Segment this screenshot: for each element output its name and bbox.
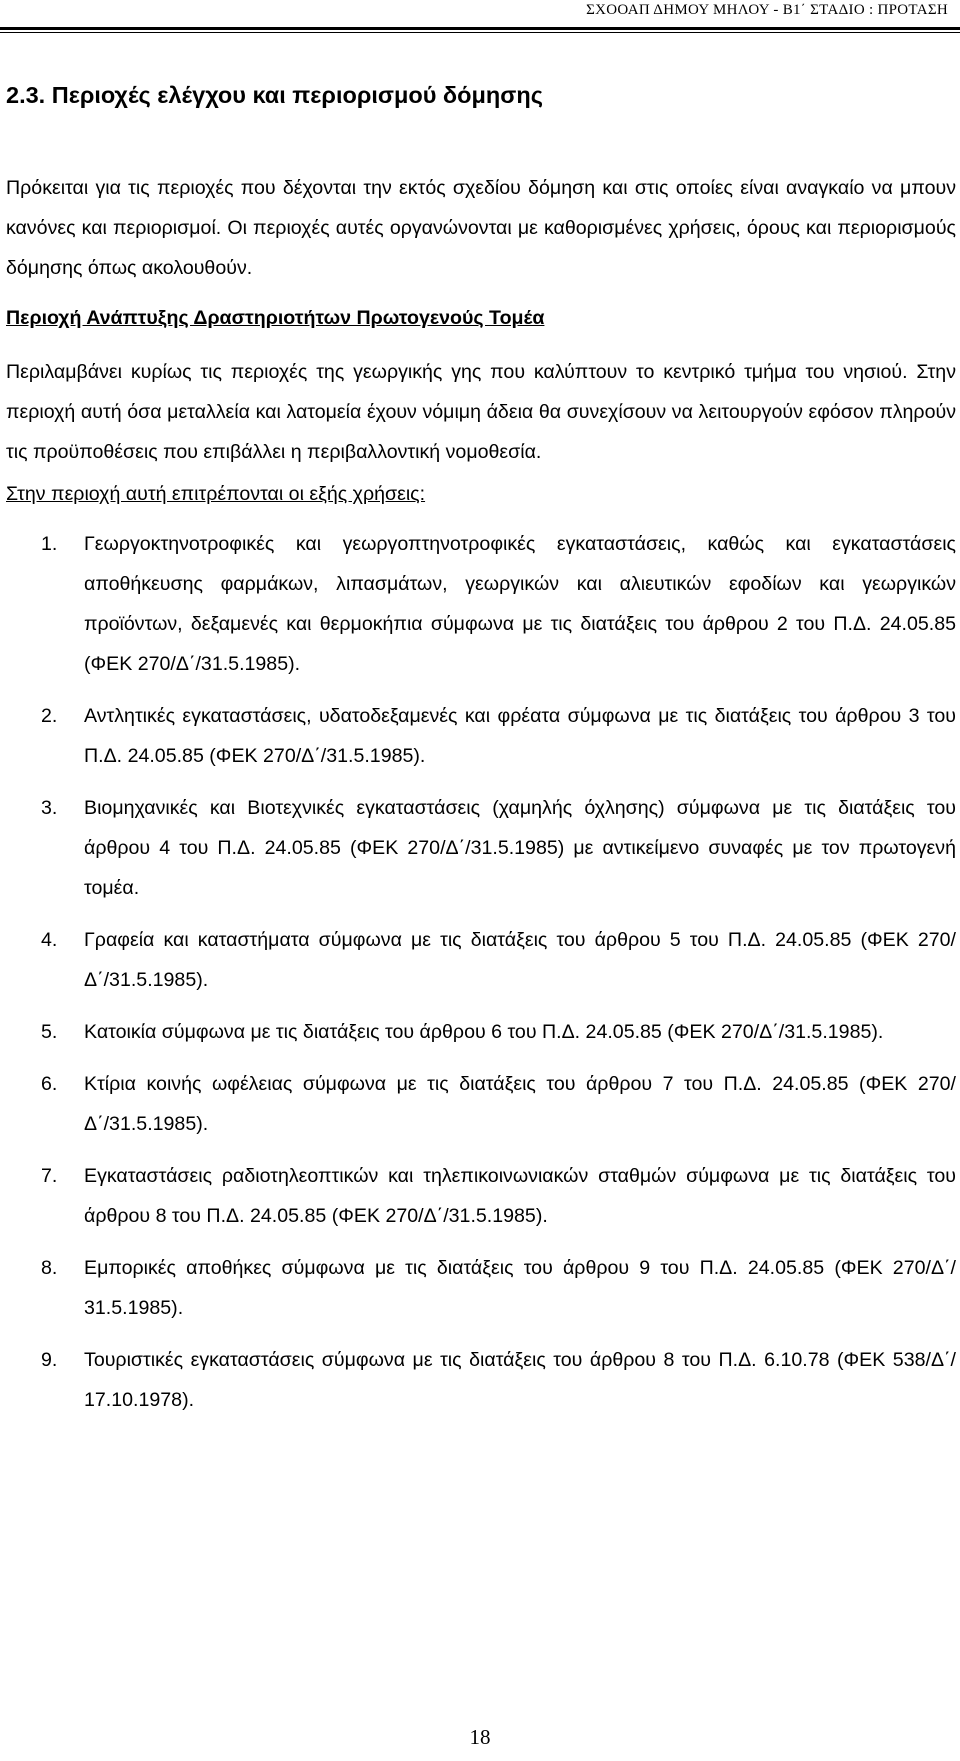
list-item-text: Τουριστικές εγκαταστάσεις σύμφωνα με τις διατάξεις του άρθρου 8 του Π.Δ. 6.10.78 (ΦΕΚ 538/Δ΄/ 17.10.1978). xyxy=(84,1349,956,1411)
header-rule-thin xyxy=(0,32,960,33)
list-item-number: 3. xyxy=(41,797,58,819)
list-item-number: 2. xyxy=(41,705,58,727)
header-rule-thick xyxy=(0,27,960,30)
list-item-text: Γραφεία και καταστήματα σύμφωνα με τις διατάξεις του άρθρου 5 του Π.Δ. 24.05.85 (ΦΕΚ 270/Δ΄/31.5.1985). xyxy=(84,929,956,991)
list-item-number: 7. xyxy=(41,1165,58,1187)
list-item xyxy=(6,1156,956,1236)
list-item-number: 5. xyxy=(41,1021,58,1043)
section-title: 2.3. Περιοχές ελέγχου και περιορισμού δόμησης xyxy=(6,82,543,108)
list-item xyxy=(6,1248,956,1328)
list-item-text: Κατοικία σύμφωνα με τις διατάξεις του άρθρου 6 του Π.Δ. 24.05.85 (ΦΕΚ 270/Δ΄/31.5.1985). xyxy=(84,1021,884,1043)
list-item-text: Εγκαταστάσεις ραδιοτηλεοπτικών και τηλεπικοινωνιακών σταθμών σύμφωνα με τις διατάξεις του άρθρου 8 του Π.Δ. 24.05.85 (ΦΕΚ 270/Δ΄/31.5.1985). xyxy=(84,1165,956,1227)
list-item xyxy=(6,524,956,684)
list-item xyxy=(6,696,956,776)
list-item xyxy=(6,1064,956,1144)
list-item-text: Αντλητικές εγκαταστάσεις, υδατοδεξαμενές και φρέατα σύμφωνα με τις διατάξεις του άρθρου 3 του Π.Δ. 24.05.85 (ΦΕΚ 270/Δ΄/31.5.1985). xyxy=(84,705,956,767)
list-item-text: Γεωργοκτηνοτροφικές και γεωργοπτηνοτροφικές εγκαταστάσεις, καθώς και εγκαταστάσεις αποθήκευσης φαρμάκων, λιπασμάτων, γεωργικών και αλιευτικών εφοδίων και γεωργικών προϊόντων, δεξαμενές και θερμοκήπια σύμφωνα με τις διατάξεις του άρθρου 2 του Π.Δ. 24.05.85 (ΦΕΚ 270/Δ΄/31.5.1985). xyxy=(84,533,956,675)
page-body xyxy=(6,80,956,1432)
description-paragraph: Περιλαμβάνει κυρίως τις περιοχές της γεωργικής γης που καλύπτουν το κεντρικό τμήμα του νησιού. Στην περιοχή αυτή όσα μεταλλεία και λατομεία έχουν νόμιμη άδεια θα συνεχίσουν να λειτουργούν εφόσον πληρούν τις προϋποθέσεις που επιβάλλει η περιβαλλοντική νομοθεσία. xyxy=(6,361,956,463)
list-item-number: 8. xyxy=(41,1257,58,1279)
list-item xyxy=(6,1012,956,1052)
list-item-text: Βιομηχανικές και Βιοτεχνικές εγκαταστάσεις (χαμηλής όχλησης) σύμφωνα με τις διατάξεις του άρθρου 4 του Π.Δ. 24.05.85 (ΦΕΚ 270/Δ΄/31.5.1985) με αντικείμενο συναφές με τον πρωτογενή τομέα. xyxy=(84,797,956,899)
list-item-number: 4. xyxy=(41,929,58,951)
list-item-text: Κτίρια κοινής ωφέλειας σύμφωνα με τις διατάξεις του άρθρου 7 του Π.Δ. 24.05.85 (ΦΕΚ 270/Δ΄/31.5.1985). xyxy=(84,1073,956,1135)
subheading: Περιοχή Ανάπτυξης Δραστηριοτήτων Πρωτογενούς Τομέα xyxy=(6,307,545,329)
list-item xyxy=(6,1340,956,1420)
intro-paragraph: Πρόκειται για τις περιοχές που δέχονται την εκτός σχεδίου δόμηση και στις οποίες είναι αναγκαίο να μπουν κανόνες και περιορισμοί. Οι περιοχές αυτές οργανώνονται με καθορισμένες χρήσεις, όρους και περιορισμούς δόμησης όπως ακολουθούν. xyxy=(6,177,956,279)
list-item xyxy=(6,920,956,1000)
page-number: 18 xyxy=(469,1725,491,1749)
list-item xyxy=(6,788,956,908)
list-item-text: Εμπορικές αποθήκες σύμφωνα με τις διατάξεις του άρθρου 9 του Π.Δ. 24.05.85 (ΦΕΚ 270/Δ΄/ 31.5.1985). xyxy=(84,1257,956,1319)
uses-list xyxy=(6,524,956,1420)
list-item-number: 9. xyxy=(41,1349,58,1371)
list-item-number: 6. xyxy=(41,1073,58,1095)
running-header: ΣΧΟΟΑΠ ΔΗΜΟΥ ΜΗΛΟΥ - Β1΄ ΣΤΑΔΙΟ : ΠΡΟΤΑΣΗ xyxy=(586,2,948,18)
uses-lead: Στην περιοχή αυτή επιτρέπονται οι εξής χρήσεις: xyxy=(6,483,426,505)
list-item-number: 1. xyxy=(41,533,58,555)
